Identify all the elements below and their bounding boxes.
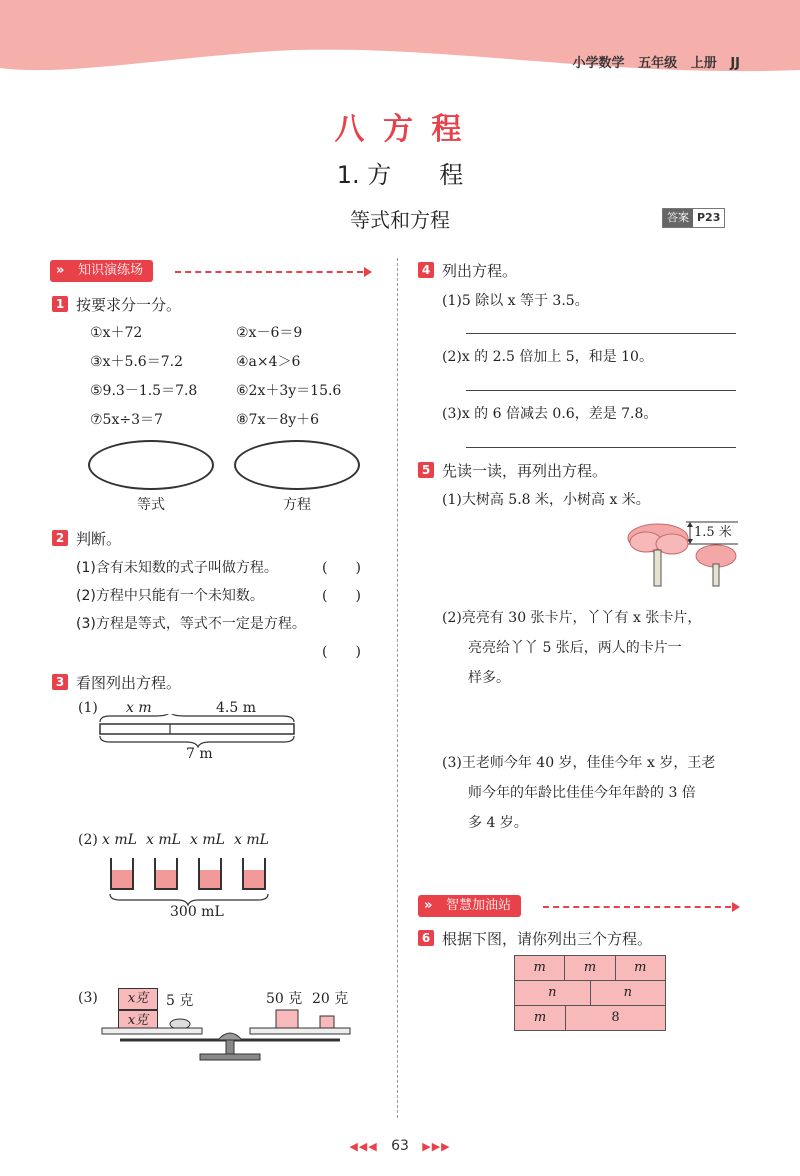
q6-number: 6 — [418, 930, 434, 946]
q5-p2-line-2: 亮亮给丫丫 5 张后，两人的卡片一 — [468, 640, 682, 656]
q6-cell-n1: n — [515, 981, 591, 1005]
q1-item-1: ①x＋72 — [90, 325, 143, 341]
q3-number: 3 — [52, 674, 68, 690]
header-volume: 上册 — [690, 56, 717, 71]
q6-row-3 — [515, 1006, 665, 1030]
footer — [0, 1138, 800, 1154]
chevron-icon-2: » — [424, 898, 433, 913]
q3-p1-brace-diagram — [96, 714, 302, 748]
q2-paren-3[interactable]: ( ) — [322, 644, 361, 660]
chapter-title: 八 方 程 — [334, 112, 466, 147]
q3-p1-seg2: 4.5 m — [216, 700, 256, 716]
q6-row-1 — [515, 956, 665, 981]
cup-4 — [242, 858, 266, 890]
wisdom-tag-label: 智慧加油站 — [446, 898, 512, 913]
wisdom-tag-line — [543, 906, 731, 908]
q1-item-7: ⑦5x÷3＝7 — [90, 412, 163, 428]
knowledge-tag — [50, 260, 153, 282]
q5-p2-line-3: 样多。 — [468, 670, 510, 686]
q5-tree-label: 1.5 米 — [694, 525, 732, 540]
q5-p3-line-3: 多 4 岁。 — [468, 815, 528, 831]
knowledge-tag-line — [175, 271, 363, 273]
q2-number: 2 — [52, 530, 68, 546]
q1-item-8: ⑧7x－8y＋6 — [236, 412, 320, 428]
section-title: 1. 方 程 — [336, 161, 464, 189]
q4-number: 4 — [418, 262, 434, 278]
q6-cell-8: 8 — [611, 1010, 620, 1025]
q3-p2-cup-label-1: x mL — [102, 832, 137, 848]
q4-answer-line-2[interactable] — [466, 390, 736, 391]
page-number: 63 — [391, 1138, 409, 1154]
q2-item-3: (3)方程是等式，等式不一定是方程。 — [76, 616, 306, 632]
q6-cell-n2: n — [623, 985, 632, 1000]
q6-cell-m4: m — [515, 1006, 566, 1030]
knowledge-tag-label: 知识演练场 — [78, 263, 144, 278]
q6-cell-m1: m — [515, 956, 565, 980]
q5-p2-line-1: (2)亮亮有 30 张卡片，丫丫有 x 张卡片， — [442, 610, 702, 626]
q3-p3-weight-r1: 50 克 — [266, 991, 303, 1007]
q5-p1: (1)大树高 5.8 米，小树高 x 米。 — [442, 492, 650, 508]
q4-item-2: (2)x 的 2.5 倍加上 5，和是 10。 — [442, 349, 653, 365]
answer-badge-label: 答案 — [663, 209, 693, 227]
q5-p3-line-2: 师今年的年龄比佳佳今年年龄的 3 倍 — [468, 785, 696, 801]
q1-number: 1 — [52, 296, 68, 312]
q3-title: 看图列出方程。 — [76, 674, 182, 692]
q2-item-1: (1)含有未知数的式子叫做方程。 — [76, 560, 278, 576]
q3-p1-seg1: x m — [126, 700, 152, 716]
q2-paren-2[interactable]: ( ) — [322, 588, 361, 604]
q3-p3-weight-left: 5 克 — [166, 993, 194, 1009]
next-page-icon[interactable]: ▶▶▶ — [422, 1140, 451, 1153]
q3-p2-cup-label-3: x mL — [190, 832, 225, 848]
q1-item-6: ⑥2x＋3y＝15.6 — [236, 383, 342, 399]
q5-number: 5 — [418, 462, 434, 478]
header-grade: 五年级 — [638, 56, 678, 71]
q2-paren-1[interactable]: ( ) — [322, 560, 361, 576]
q6-cell-m3: m — [634, 960, 647, 975]
q1-item-4: ④a×4＞6 — [236, 354, 301, 370]
box-weight-1: x克 — [118, 988, 158, 1010]
answer-badge[interactable] — [662, 208, 725, 228]
q1-item-2: ②x－6＝9 — [236, 325, 303, 341]
q4-item-1: (1)5 除以 x 等于 3.5。 — [442, 293, 589, 309]
prev-page-icon[interactable]: ◀◀◀ — [349, 1140, 378, 1153]
oval-equation2-label: 方程 — [283, 497, 311, 513]
cup-2 — [154, 858, 178, 890]
header-info — [573, 52, 740, 71]
balance-scale — [100, 1004, 360, 1064]
q3-p2-total: 300 mL — [170, 904, 224, 920]
knowledge-tag-arrow — [364, 267, 372, 277]
wisdom-tag-arrow — [732, 902, 740, 912]
q6-cell-m2: m — [565, 956, 615, 980]
q1-item-5: ⑤9.3－1.5＝7.8 — [90, 383, 198, 399]
oval-equation[interactable] — [88, 440, 214, 490]
wisdom-tag — [418, 895, 521, 917]
q3-p2-cup-label-2: x mL — [146, 832, 181, 848]
chevron-icon: » — [56, 263, 65, 278]
column-divider — [397, 258, 398, 1118]
q2-item-2: (2)方程中只能有一个未知数。 — [76, 588, 264, 604]
q3-p1-total: 7 m — [186, 746, 213, 762]
q4-title: 列出方程。 — [442, 262, 518, 280]
q3-p2-cup-label-4: x mL — [234, 832, 269, 848]
lesson-title: 等式和方程 — [350, 208, 450, 232]
q6-row-2 — [515, 981, 665, 1006]
q3-p3-label: (3) — [78, 990, 98, 1006]
oval-equation-label: 等式 — [137, 497, 165, 513]
header-edition: JJ — [730, 56, 740, 71]
oval-equation2[interactable] — [234, 440, 360, 490]
q3-p1-label: (1) — [78, 700, 98, 716]
q1-item-3: ③x＋5.6＝7.2 — [90, 354, 183, 370]
q4-item-3: (3)x 的 6 倍减去 0.6，差是 7.8。 — [442, 406, 658, 422]
cup-1 — [110, 858, 134, 890]
q6-diagram — [514, 955, 666, 1031]
answer-badge-page: P23 — [697, 211, 721, 224]
header-series: 小学数学 — [572, 56, 625, 71]
q3-p2-label: (2) — [78, 832, 98, 848]
q1-title: 按要求分一分。 — [76, 296, 182, 314]
q5-title: 先读一读，再列出方程。 — [442, 462, 608, 480]
q6-title: 根据下图，请你列出三个方程。 — [442, 930, 653, 948]
q5-p3-line-1: (3)王老师今年 40 岁，佳佳今年 x 岁，王老 — [442, 755, 716, 771]
box-weight-2: x克 — [118, 1010, 158, 1032]
cup-3 — [198, 858, 222, 890]
q4-answer-line-1[interactable] — [466, 333, 736, 334]
q4-answer-line-3[interactable] — [466, 447, 736, 448]
q3-p3-weight-r2: 20 克 — [312, 991, 349, 1007]
q2-title: 判断。 — [76, 530, 122, 548]
